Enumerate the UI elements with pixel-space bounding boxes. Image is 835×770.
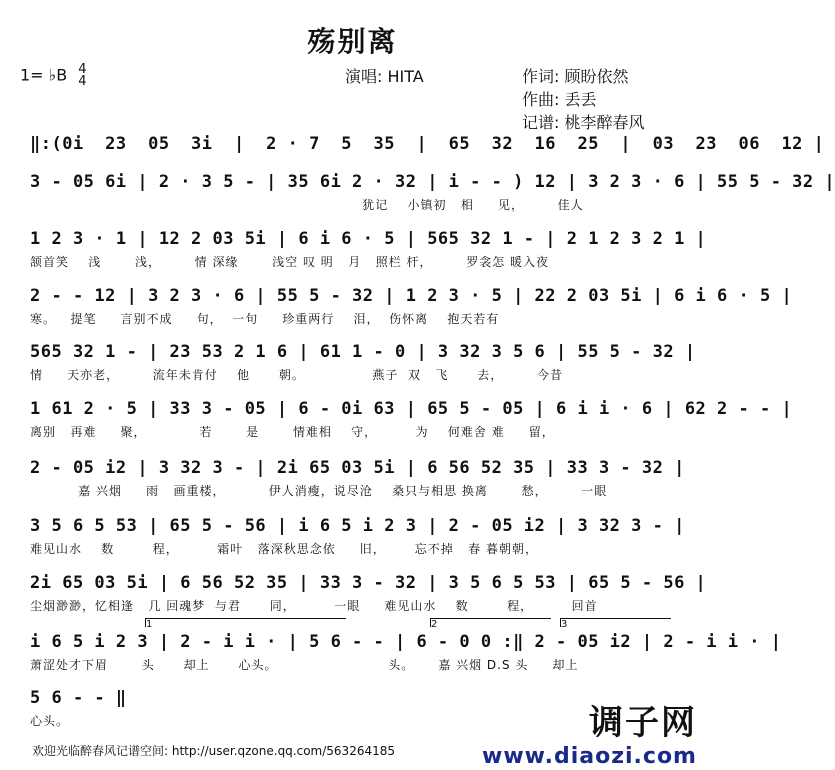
song-title: 殇别离 (307, 25, 398, 58)
score-lyrics: 情 天亦老， 流年未肯付 他 朝。 燕子 双 飞 去， 今昔 (30, 368, 563, 382)
volta-bracket-3 (560, 618, 671, 630)
score-notes: 1 61 2 · 5 | 33 3 - 05 | 6 - 0i 63 | 65 5 - 05 | 6 i i · 6 | 62 2 - - | (30, 399, 793, 419)
lyricist-credit: 作词: 顾盼依然 (522, 67, 629, 86)
volta-number: 3 (561, 619, 568, 630)
score-lyrics: 离别 再难 聚， 若 是 情难相 守， 为 何难舍 难 留， (30, 425, 555, 439)
score-notes: 1 2 3 · 1 | 12 2 03 5i | 6 i 6 · 5 | 565 32 1 - | 2 1 2 3 2 1 | (30, 229, 707, 249)
footer-note: 欢迎光临醉春风记谱空间: http://user.qzone.qq.com/563264185 (32, 744, 396, 758)
score-lyrics: 尘烟渺渺，忆相逢 几 回魂梦 与君 同， 一眼 难见山水 数 程， 回首 (30, 599, 598, 613)
score-notes: i 6 5 i 2 3 | 2 - i i · | 5 6 - - | 6 - 0 0 :‖ 2 - 05 i2 | 2 - i i · | (30, 632, 782, 652)
key-label: 1= ♭B (20, 65, 68, 85)
score-lyrics: 犹记 小镇初 相 见， 佳人 (30, 198, 584, 212)
score-lyrics: 嘉 兴烟 雨 画重楼， 伊人消瘦，说尽沧 桑只与相思 换离 愁， 一眼 (30, 484, 608, 498)
time-top: 4 (78, 62, 87, 77)
volta-number: 1 (146, 619, 153, 630)
score-lyrics: 萧涩处才下眉 头 却上 心头。 头。 嘉 兴烟 D.S 头 却上 (30, 658, 579, 672)
score-lyrics: 难见山水 数 程， 霜叶 落深秋思念依 旧， 忘不掉 春 暮朝朝， (30, 542, 538, 556)
score-notes: 3 5 6 5 53 | 65 5 - 56 | i 6 5 i 2 3 | 2 - 05 i2 | 3 32 3 - | (30, 516, 685, 536)
volta-bracket-1 (145, 618, 346, 630)
volta-number: 2 (431, 619, 438, 630)
score-notes: 3 - 05 6i | 2 · 3 5 - | 35 6i 2 · 32 | i - - ) 12 | 3 2 3 · 6 | 55 5 - 32 | (30, 172, 835, 192)
watermark-logo-text: 调子网 (589, 703, 697, 743)
score-notes: ‖:(0i 23 05 3i | 2 · 7 5 35 | 65 32 16 25 | 03 23 06 12 | (30, 134, 825, 154)
score-notes: 2i 65 03 5i | 6 56 52 35 | 33 3 - 32 | 3 5 6 5 53 | 65 5 - 56 | (30, 573, 707, 593)
score-lyrics: 心头。 (30, 714, 70, 728)
score-lyrics: 寒。 提笔 言别不成 句， 一句 珍重两行 泪， 伤怀离 抱天若有 (30, 312, 500, 326)
score-notes: 2 - 05 i2 | 3 32 3 - | 2i 65 03 5i | 6 56 52 35 | 33 3 - 32 | (30, 458, 685, 478)
singer-credit: 演唱: HITA (345, 67, 424, 86)
score-notes: 565 32 1 - | 23 53 2 1 6 | 61 1 - 0 | 3 32 3 5 6 | 55 5 - 32 | (30, 342, 696, 362)
time-bottom: 4 (78, 74, 87, 89)
volta-bracket-2 (430, 618, 551, 630)
transcriber-credit: 记谱: 桃李醉春风 (522, 113, 645, 132)
score-lyrics: 颔首笑 浅 浅， 情 深缘 浅空 叹 明 月 照栏 杆， 罗衾怎 暖入夜 (30, 255, 550, 269)
key-signature (20, 64, 87, 88)
site-watermark (482, 695, 697, 769)
score-notes: 2 - - 12 | 3 2 3 · 6 | 55 5 - 32 | 1 2 3 · 5 | 22 2 03 5i | 6 i 6 · 5 | (30, 286, 793, 306)
score-notes: 5 6 - - ‖ (30, 688, 127, 708)
composer-credit: 作曲: 丢丢 (522, 90, 597, 109)
time-signature (78, 64, 86, 88)
watermark-url: www.diaozi.com (482, 744, 697, 769)
